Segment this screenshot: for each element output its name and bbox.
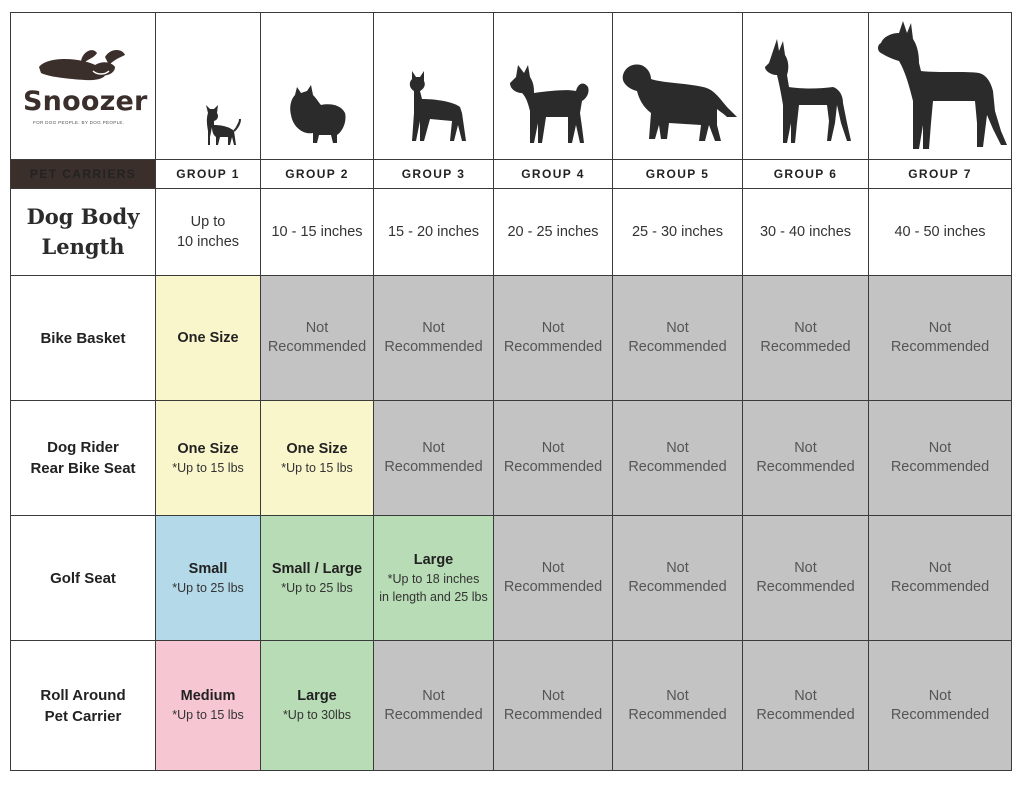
brand-tagline: FOR DOG PEOPLE. BY DOG PEOPLE. xyxy=(33,120,125,125)
size-name: Medium xyxy=(180,688,236,704)
size-cell xyxy=(261,516,374,641)
dog-rider-row xyxy=(11,401,1012,516)
cell-text: Recommended xyxy=(503,339,603,355)
cell-text: Not xyxy=(541,687,565,704)
cell-text: Not xyxy=(928,560,952,576)
length-value: 10 - 15 inches xyxy=(271,224,363,240)
group-header: GROUP 2 xyxy=(261,160,374,189)
cell-text: Not xyxy=(422,440,445,456)
cell-text: Not xyxy=(794,320,817,336)
size-note: in length and 25 lbs xyxy=(379,589,488,604)
length-value: 40 - 50 inches xyxy=(894,224,986,240)
size-note: *Up to 15 lbs xyxy=(281,460,353,475)
length-value: 20 - 25 inches xyxy=(507,224,599,240)
cell-text: Not xyxy=(666,440,689,456)
cell-text: Not xyxy=(666,560,689,576)
cell-text: Not xyxy=(422,320,445,336)
size-cell xyxy=(156,276,261,401)
length-cell xyxy=(156,189,261,276)
size-cell xyxy=(374,516,494,641)
length-value: 10 inches xyxy=(176,234,240,250)
size-name: One Size xyxy=(177,329,239,346)
length-cell xyxy=(494,189,613,276)
product-label xyxy=(11,276,156,401)
cell-text: Recommended xyxy=(628,579,727,595)
cell-text: Not xyxy=(541,440,565,456)
pet-carrier-size-chart xyxy=(10,12,1012,771)
cell-text: Recommended xyxy=(890,706,990,723)
size-name: Large xyxy=(297,688,337,704)
size-name: Small / Large xyxy=(271,560,363,577)
cell-text: Not xyxy=(928,687,952,704)
not-recommended-cell xyxy=(743,641,869,771)
cell-text: Recommended xyxy=(267,339,367,355)
not-recommended-cell xyxy=(869,516,1012,641)
group-header: GROUP 5 xyxy=(613,160,743,189)
cell-text: Not xyxy=(794,687,817,704)
length-cell xyxy=(374,189,494,276)
not-recommended-cell xyxy=(613,276,743,401)
not-recommended-cell xyxy=(743,516,869,641)
size-cell xyxy=(261,641,374,771)
group-header: GROUP 3 xyxy=(374,160,494,189)
size-name: One Size xyxy=(286,440,348,457)
brand-name: Snoozer xyxy=(23,86,148,117)
golden-retriever-icon xyxy=(613,13,743,159)
product-label xyxy=(11,401,156,516)
group-header: GROUP 6 xyxy=(743,160,869,189)
bike-basket-row xyxy=(11,276,1012,401)
not-recommended-cell xyxy=(494,641,613,771)
not-recommended-cell xyxy=(494,276,613,401)
group-header-row xyxy=(11,160,1012,189)
dog-body-length-row xyxy=(11,189,1012,276)
not-recommended-cell xyxy=(869,401,1012,516)
group-header: GROUP 1 xyxy=(156,160,261,189)
not-recommended-cell xyxy=(261,276,374,401)
group-7-dog-cell xyxy=(869,13,1012,160)
size-name: Small xyxy=(188,560,228,577)
group-6-dog-cell xyxy=(743,13,869,160)
not-recommended-cell xyxy=(374,641,494,771)
cell-text: Not xyxy=(794,560,817,576)
not-recommended-cell xyxy=(869,641,1012,771)
cell-text: Not xyxy=(794,440,817,456)
label-line: Dog Body xyxy=(26,204,140,229)
not-recommended-cell xyxy=(494,401,613,516)
dog-silhouette-row xyxy=(11,13,1012,160)
cell-text: Recommended xyxy=(384,706,483,723)
not-recommended-cell xyxy=(613,516,743,641)
pet-carriers-header: PET CARRIERS xyxy=(11,160,156,189)
size-cell xyxy=(156,641,261,771)
sleeping-dog-logo-icon xyxy=(35,45,127,85)
cell-text: Not xyxy=(305,320,329,336)
group-header: GROUP 7 xyxy=(869,160,1012,189)
pomeranian-icon xyxy=(261,13,374,159)
size-cell xyxy=(156,516,261,641)
not-recommended-cell xyxy=(613,401,743,516)
length-cell xyxy=(261,189,374,276)
group-header: GROUP 4 xyxy=(494,160,613,189)
label-line: Pet Carrier xyxy=(44,707,122,725)
group-4-dog-cell xyxy=(494,13,613,160)
cell-text: Recommended xyxy=(503,706,603,723)
length-cell xyxy=(613,189,743,276)
cell-text: Recommended xyxy=(756,579,855,595)
roll-around-carrier-row xyxy=(11,641,1012,771)
not-recommended-cell xyxy=(743,276,869,401)
size-note: *Up to 25 lbs xyxy=(172,580,244,595)
group-5-dog-cell xyxy=(613,13,743,160)
length-value: 30 - 40 inches xyxy=(759,224,852,240)
cell-text: Not xyxy=(422,687,445,704)
not-recommended-cell xyxy=(494,516,613,641)
cell-text: Recommended xyxy=(890,459,990,475)
cell-text: Recommended xyxy=(384,339,483,355)
cell-text: Not xyxy=(928,320,952,336)
chihuahua-icon xyxy=(156,13,261,159)
length-value: 25 - 30 inches xyxy=(631,224,724,240)
group-3-dog-cell xyxy=(374,13,494,160)
not-recommended-cell xyxy=(374,401,494,516)
size-note: *Up to 30lbs xyxy=(282,708,352,722)
boston-terrier-icon xyxy=(374,13,494,159)
length-value: Up to xyxy=(190,214,226,230)
length-value: 15 - 20 inches xyxy=(387,224,480,240)
cell-text: Not xyxy=(666,320,689,336)
length-cell xyxy=(743,189,869,276)
cell-text: Not xyxy=(541,320,565,336)
great-dane-icon xyxy=(869,13,1012,159)
not-recommended-cell xyxy=(613,641,743,771)
length-cell xyxy=(869,189,1012,276)
cell-text: Recommended xyxy=(503,579,603,595)
product-label xyxy=(11,516,156,641)
cell-text: Recommended xyxy=(628,706,727,723)
size-cell xyxy=(156,401,261,516)
size-note: *Up to 18 inches xyxy=(387,571,480,586)
label-line: Length xyxy=(41,234,125,259)
size-name: One Size xyxy=(177,440,239,457)
cell-text: Recommended xyxy=(756,706,855,723)
size-cell xyxy=(261,401,374,516)
cell-text: Recommended xyxy=(628,339,727,355)
not-recommended-cell xyxy=(743,401,869,516)
cell-text: Recommended xyxy=(384,459,483,475)
size-note: *Up to 15 lbs xyxy=(172,460,244,475)
size-note: *Up to 25 lbs xyxy=(281,580,353,595)
label-line: Bike Basket xyxy=(40,329,126,347)
brand-logo-cell xyxy=(11,13,156,160)
product-label xyxy=(11,641,156,771)
dog-body-length-label xyxy=(11,189,156,276)
size-name: Large xyxy=(413,551,454,568)
not-recommended-cell xyxy=(869,276,1012,401)
not-recommended-cell xyxy=(374,276,494,401)
group-2-dog-cell xyxy=(261,13,374,160)
label-line: Dog Rider xyxy=(47,439,119,456)
cell-text: Not xyxy=(541,560,565,576)
shiba-inu-icon xyxy=(494,13,613,159)
group-1-dog-cell xyxy=(156,13,261,160)
label-line: Golf Seat xyxy=(50,569,116,587)
doberman-icon xyxy=(743,13,869,159)
cell-text: Not xyxy=(666,687,689,704)
cell-text: Recommended xyxy=(503,459,603,475)
label-line: Roll Around xyxy=(40,686,126,704)
cell-text: Recommended xyxy=(628,459,727,475)
size-note: *Up to 15 lbs xyxy=(172,708,244,722)
cell-text: Recommended xyxy=(756,459,855,475)
cell-text: Not xyxy=(928,440,952,456)
cell-text: Recommended xyxy=(890,579,990,595)
cell-text: Recommended xyxy=(890,339,990,355)
label-line: Rear Bike Seat xyxy=(30,460,136,477)
golf-seat-row xyxy=(11,516,1012,641)
cell-text: Recommeded xyxy=(760,339,851,355)
